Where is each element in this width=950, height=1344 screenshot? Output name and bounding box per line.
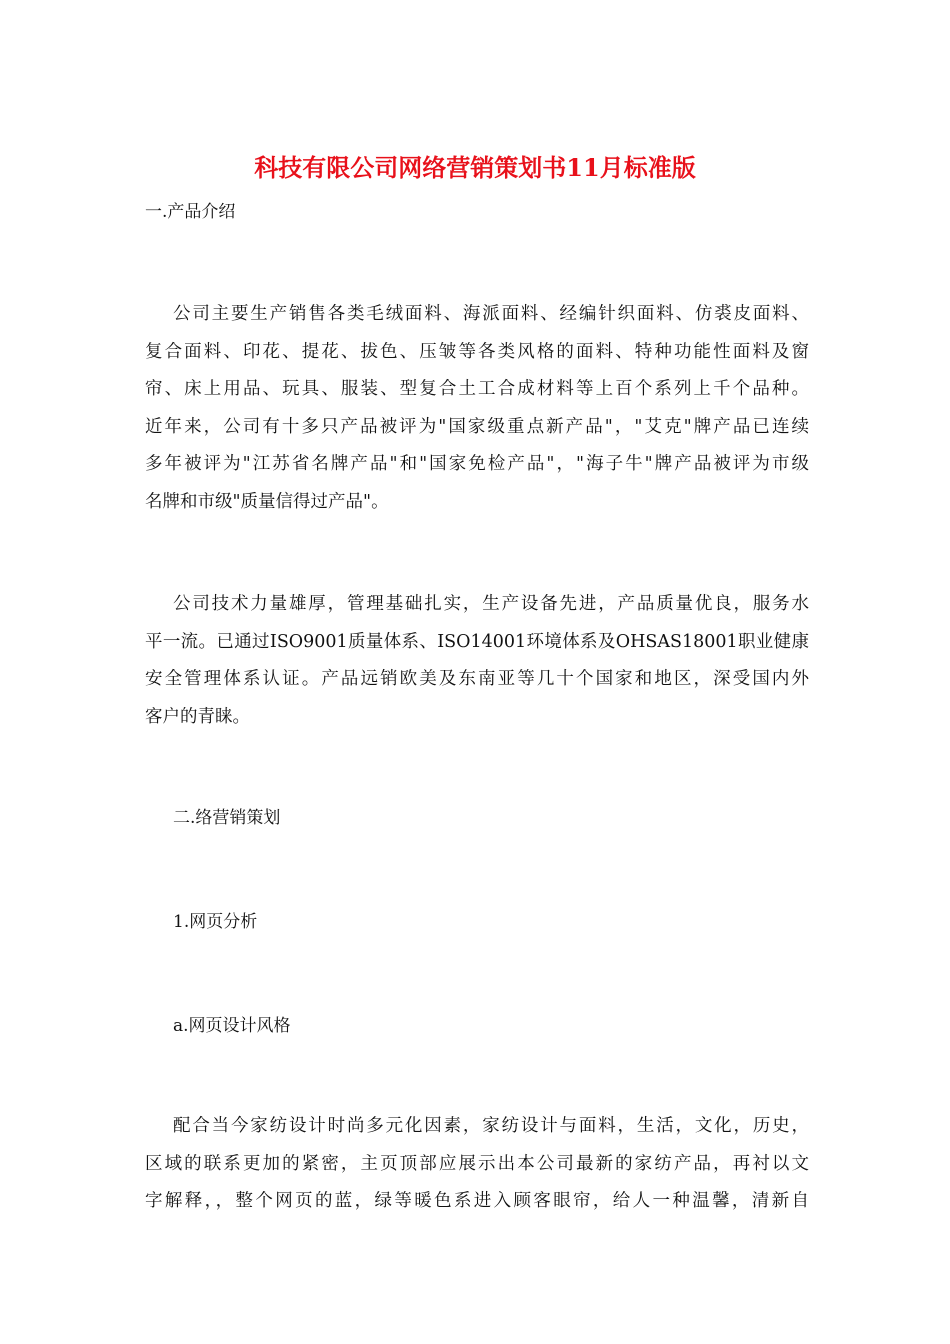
document-title: 科技有限公司网络营销策划书11月标准版 [254, 153, 696, 182]
text-line: 区域的联系更加的紧密，主页顶部应展示出本公司最新的家纺产品，再衬以文 [145, 1153, 809, 1174]
text-line: 公司主要生产销售各类毛绒面料、海派面料、经编针织面料、仿裘皮面料、 [173, 304, 809, 324]
paragraph-web-design [145, 1108, 809, 1221]
paragraph-company-technology [145, 586, 809, 736]
text-line: 配合当今家纺设计时尚多元化因素，家纺设计与面料，生活，文化，历史， [173, 1116, 809, 1136]
section-heading-marketing-plan: 二.络营销策划 [173, 808, 281, 828]
text-line: 近年来，公司有十多只产品被评为"国家级重点新产品"，"艾克"牌产品已连续 [145, 416, 809, 437]
text-line: 多年被评为"江苏省名牌产品"和"国家免检产品"，"海子牛"牌产品被评为市级 [145, 454, 809, 474]
text-line: 名牌和市级"质量信得过产品"。 [145, 491, 389, 512]
subheading-web-design-style: a.网页设计风格 [173, 1016, 291, 1036]
text-line: 平一流。已通过ISO9001质量体系、ISO14001环境体系及OHSAS18001职业健康 [145, 631, 809, 652]
text-line: 客户的青睐。 [145, 706, 250, 727]
text-line: 公司技术力量雄厚，管理基础扎实，生产设备先进，产品质量优良，服务水 [173, 594, 809, 614]
text-line: 复合面料、印花、提花、拔色、压皱等各类风格的面料、特种功能性面料及窗 [145, 341, 809, 362]
section-heading-product-intro: 一.产品介绍 [145, 202, 236, 222]
text-line: 字解释，，整个网页的蓝，绿等暖色系进入顾客眼帘，给人一种温馨，清新自 [145, 1191, 809, 1211]
subheading-web-analysis: 1.网页分析 [173, 912, 258, 932]
text-line: 帘、床上用品、玩具、服装、型复合土工合成材料等上百个系列上千个品种。 [145, 379, 809, 399]
paragraph-product-intro [145, 296, 809, 521]
text-line: 安全管理体系认证。产品远销欧美及东南亚等几十个国家和地区，深受国内外 [145, 669, 809, 689]
